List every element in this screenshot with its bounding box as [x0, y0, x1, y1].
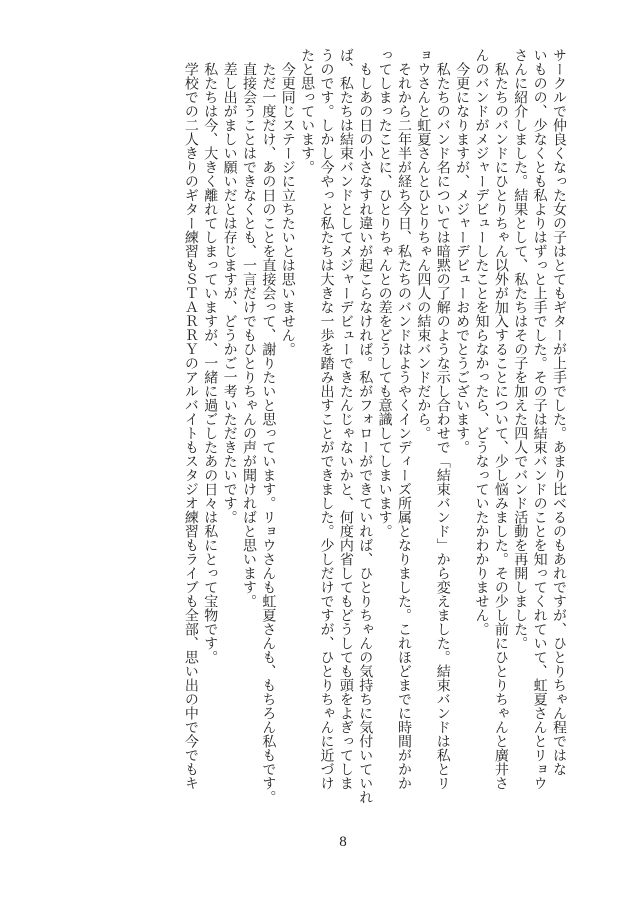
text-line: それから二年半が経ち今日、私たちのバンドはようやくインディーズ所属となりました。これほどまでに時間がかか	[396, 62, 411, 790]
paragraph	[181, 48, 200, 818]
body-text	[181, 48, 569, 818]
paragraph	[277, 48, 296, 818]
paragraph	[413, 48, 452, 818]
text-line: んのバンドがメジャーデビューしたことを知らなかったら、どうなっていたかわかりません。	[473, 48, 489, 636]
text-line: さんに紹介しました。結果として、私たちはその子を加えた四人でバンド活動を再開しました。	[512, 48, 528, 650]
text-line: 私たちは今、大きく離れてしまっていますが、一緒に過ごしたあの日々は私にとって宝物です。	[202, 62, 218, 664]
text-line: 今更同じステージに立ちたいとは思いません。	[279, 62, 295, 356]
paragraph	[219, 48, 238, 818]
paragraph	[452, 48, 471, 818]
text-line: ただ一度だけ、あの日のことを直接会って、謝りたいと思っています。リョウさんも虹夏さんも、もちろん私もです。	[260, 62, 276, 804]
text-line: ョウさんと虹夏さんとひとりちゃん四人の結束バンドだから。	[415, 48, 431, 440]
paragraph	[200, 48, 219, 818]
paragraph	[510, 48, 568, 818]
paragraph	[297, 48, 375, 818]
text-line: 直接会うことはできなくとも、一言だけでもひとりちゃんの声が聞ければと思います。	[241, 62, 256, 608]
text-line: ってしまったことに、ひとりちゃんとの差をどうしても意識してしまいます。	[376, 48, 392, 538]
text-line: いものの、少なくとも私よりはずっと上手でした。その子は結束バンドのことを知ってくれていて、虹夏さんとリョウ	[531, 48, 547, 790]
text-line: 差し出がましい願いだとは存じますが、どうかご一考いただきたいです。	[221, 62, 237, 524]
text-line: もしあの日の小さなすれ違いが起こらなければ。私がフォローができていれば、ひとりちゃんの気持ちに気付いていれ	[357, 62, 373, 804]
text-line: ば、私たちは結束バンドとしてメジャーデビューできたんじゃないかと、何度内省してもどうしても頭をよぎってしま	[337, 48, 353, 790]
text-line: 今更になりますが、メジャーデビューおめでとうございます。	[454, 62, 470, 454]
text-line: 私たちのバンド名については暗黙の了解のような示し合わせで「結束バンド」から変えました。結束バンドは私とリ	[434, 62, 450, 790]
paragraph	[258, 48, 277, 818]
paragraph	[239, 48, 258, 818]
text-line: うのです。しかし今やっと私たちは大きな一歩を踏み出すことができました。少しだけですが、ひとりちゃんに近づけ	[318, 48, 334, 790]
paragraph	[471, 48, 510, 818]
paragraph	[374, 48, 413, 818]
text-line: 学校での二人きりのギター練習もＳＴＡＲＲＹのアルバイトもスタジオ練習もライブも全部、思い出の中で今でもキ	[182, 62, 198, 790]
text-line: たと思っています。	[299, 48, 315, 174]
text-line: サークルで仲良くなった女の子はとてもギターが上手でした。あまり比べるのもあれですが、ひとりちゃん程ではな	[551, 48, 566, 776]
page-number: 8	[339, 834, 347, 850]
text-line: 私たちのバンドにひとりちゃん以外が加入することについて、少し悩みました。その少し前にひとりちゃんと廣井さ	[492, 62, 508, 790]
